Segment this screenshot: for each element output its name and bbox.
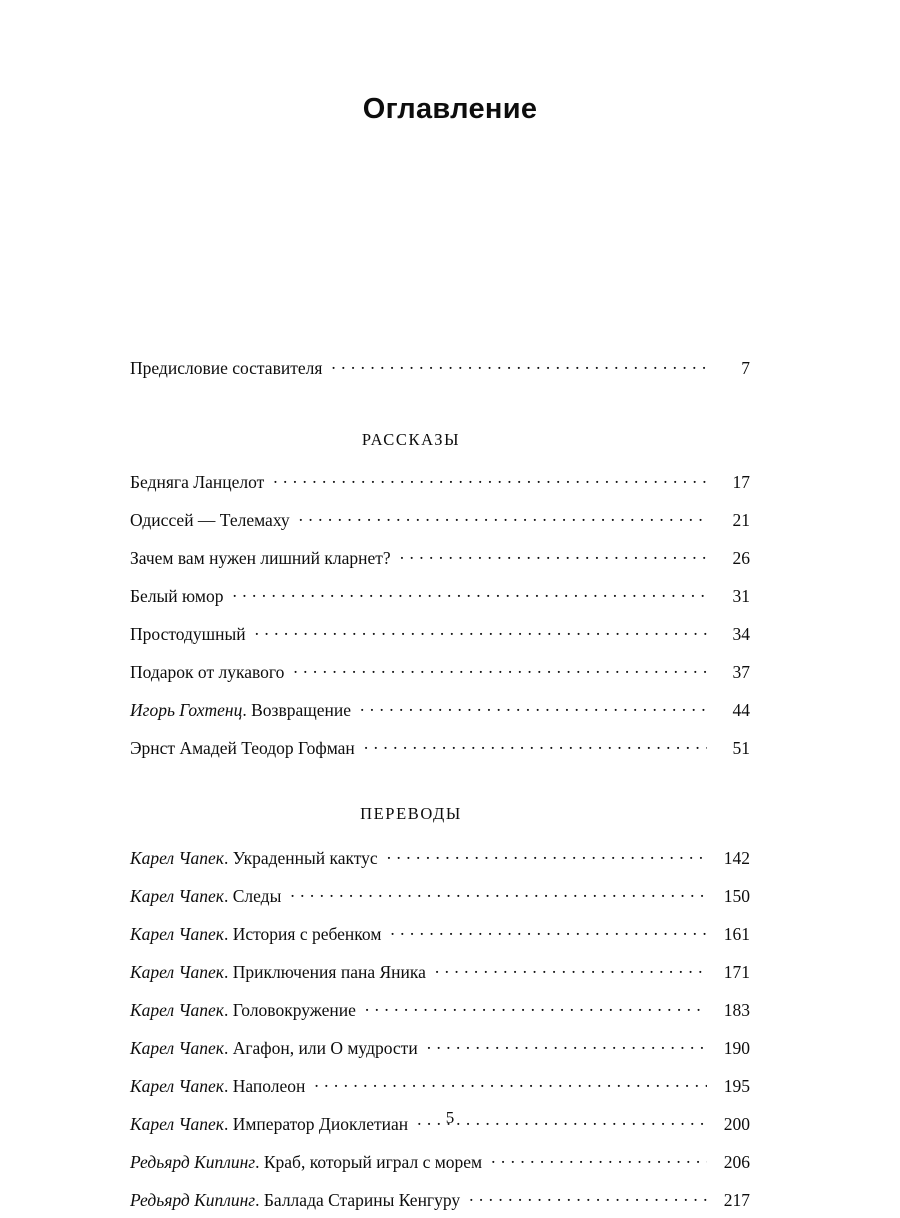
toc-entry-label bbox=[130, 737, 355, 758]
toc-entry-title: . Наполеон bbox=[223, 1075, 306, 1096]
toc-entry-label bbox=[130, 1151, 483, 1172]
toc-entry bbox=[130, 952, 750, 990]
toc-entry-label bbox=[130, 847, 378, 868]
toc-entry-label bbox=[130, 661, 285, 682]
toc-entry-title: Белый юмор bbox=[130, 585, 224, 606]
toc-entry-page: 37 bbox=[732, 661, 750, 682]
dot-leader bbox=[427, 1036, 707, 1054]
toc-section-heading-stories: РАССКАЗЫ bbox=[361, 429, 461, 449]
toc-entry bbox=[130, 576, 750, 614]
toc-entry-author: Карел Чапек bbox=[130, 1037, 224, 1058]
toc-entry bbox=[130, 838, 750, 876]
toc-entry bbox=[130, 690, 750, 728]
dot-leader bbox=[232, 584, 707, 602]
toc-entry-title: . Агафон, или О мудрости bbox=[223, 1037, 418, 1058]
toc-entry-label bbox=[130, 1075, 306, 1096]
toc-entry-author: Карел Чапек bbox=[130, 1113, 224, 1134]
toc-entry-title: Одиссей — Телемаху bbox=[130, 509, 290, 530]
toc-entry-title: . Приключения пана Яника bbox=[223, 961, 426, 982]
toc-entry-label bbox=[130, 885, 282, 906]
dot-leader bbox=[273, 470, 707, 488]
page-number: 5 bbox=[445, 1108, 455, 1127]
toc-entry-title: . Украденный кактус bbox=[223, 847, 378, 868]
dot-leader bbox=[469, 1188, 707, 1206]
toc-entry bbox=[130, 462, 750, 500]
dot-leader bbox=[299, 508, 707, 526]
toc-section-translations bbox=[130, 838, 750, 1218]
toc-entry-author: Карел Чапек bbox=[130, 1075, 224, 1096]
toc-entry-page: 51 bbox=[732, 737, 750, 758]
toc-entry-title: . Баллада Старины Кенгуру bbox=[255, 1189, 461, 1210]
toc-entry bbox=[130, 876, 750, 914]
table-of-contents bbox=[130, 348, 750, 1218]
toc-entry-label bbox=[130, 623, 246, 644]
toc-entry-page: 17 bbox=[732, 471, 750, 492]
toc-entry bbox=[130, 1142, 750, 1180]
toc-entry-author: Карел Чапек bbox=[130, 885, 224, 906]
toc-entry-title: . Следы bbox=[223, 885, 282, 906]
toc-entry bbox=[130, 614, 750, 652]
toc-entry bbox=[130, 728, 750, 766]
toc-entry-label bbox=[130, 961, 426, 982]
toc-entry-page: 44 bbox=[732, 699, 750, 720]
dot-leader bbox=[491, 1150, 707, 1168]
toc-entry bbox=[130, 1028, 750, 1066]
toc-entry-author: Редьярд Киплинг bbox=[130, 1151, 256, 1172]
toc-entry-author: Редьярд Киплинг bbox=[130, 1189, 256, 1210]
toc-entry-title: . История с ребенком bbox=[223, 923, 382, 944]
toc-entry-label: Предисловие составителя bbox=[130, 358, 323, 378]
dot-leader bbox=[255, 622, 707, 640]
toc-entry-page: 26 bbox=[732, 547, 750, 568]
toc-entry-author: Карел Чапек bbox=[130, 847, 224, 868]
toc-entry bbox=[130, 500, 750, 538]
toc-entry-page: 217 bbox=[723, 1189, 750, 1210]
toc-entry-page: 190 bbox=[723, 1037, 750, 1058]
toc-entry-page: 195 bbox=[723, 1075, 750, 1096]
toc-entry-page: 21 bbox=[732, 509, 750, 530]
toc-section-stories bbox=[130, 462, 750, 766]
toc-entry-label bbox=[130, 509, 290, 530]
toc-entry-label bbox=[130, 1189, 461, 1210]
toc-entry-title: Простодушный bbox=[130, 623, 246, 644]
dot-leader bbox=[435, 960, 707, 978]
dot-leader bbox=[290, 884, 707, 902]
toc-entry-page: 31 bbox=[732, 585, 750, 606]
toc-entry-label bbox=[130, 999, 356, 1020]
toc-entry bbox=[130, 652, 750, 690]
toc-entry-title: . Возвращение bbox=[242, 699, 351, 720]
toc-entry-page: 171 bbox=[723, 961, 750, 982]
toc-entry-label bbox=[130, 1037, 418, 1058]
toc-entry-page: 183 bbox=[723, 999, 750, 1020]
dot-leader bbox=[365, 998, 707, 1016]
toc-entry-page: 142 bbox=[723, 847, 750, 868]
dot-leader bbox=[400, 546, 707, 564]
toc-entry-page: 161 bbox=[723, 923, 750, 944]
toc-entry bbox=[130, 914, 750, 952]
toc-entry-page: 34 bbox=[732, 623, 750, 644]
toc-entry-title: . Краб, который играл с морем bbox=[255, 1151, 483, 1172]
dot-leader bbox=[360, 698, 707, 716]
toc-entry-label bbox=[130, 471, 265, 492]
toc-entry-page: 206 bbox=[723, 1151, 750, 1172]
toc-entry bbox=[130, 1180, 750, 1218]
toc-entry-page: 200 bbox=[723, 1113, 750, 1134]
toc-entry-author: Карел Чапек bbox=[130, 923, 224, 944]
dot-leader bbox=[387, 846, 707, 864]
toc-entry-preface bbox=[130, 348, 750, 384]
page-title: Оглавление bbox=[362, 93, 538, 125]
toc-entry-page: 150 bbox=[723, 885, 750, 906]
toc-entry-label bbox=[130, 547, 391, 568]
toc-entry-label bbox=[130, 923, 382, 944]
dot-leader bbox=[364, 736, 707, 754]
dot-leader bbox=[390, 922, 707, 940]
toc-entry-title: Бедняга Ланцелот bbox=[130, 471, 265, 492]
toc-entry-title: Зачем вам нужен лишний кларнет? bbox=[130, 547, 391, 568]
toc-entry-author: Игорь Гохтенц bbox=[130, 699, 243, 720]
toc-entry-title: . Император Диоклетиан bbox=[223, 1113, 409, 1134]
toc-entry bbox=[130, 990, 750, 1028]
toc-entry-label bbox=[130, 699, 351, 720]
toc-entry-title: Эрнст Амадей Теодор Гофман bbox=[130, 737, 355, 758]
dot-leader bbox=[331, 357, 707, 375]
toc-section-heading-translations: ПЕРЕВОДЫ bbox=[360, 803, 462, 823]
toc-entry bbox=[130, 1066, 750, 1104]
toc-entry bbox=[130, 538, 750, 576]
toc-entry-page: 7 bbox=[741, 358, 750, 378]
toc-entry-author: Карел Чапек bbox=[130, 999, 224, 1020]
toc-entry-label bbox=[130, 585, 224, 606]
toc-entry-title: Подарок от лукавого bbox=[130, 661, 285, 682]
dot-leader bbox=[314, 1074, 707, 1092]
toc-entry-author: Карел Чапек bbox=[130, 961, 224, 982]
toc-entry-title: . Головокружение bbox=[223, 999, 356, 1020]
dot-leader bbox=[293, 660, 707, 678]
